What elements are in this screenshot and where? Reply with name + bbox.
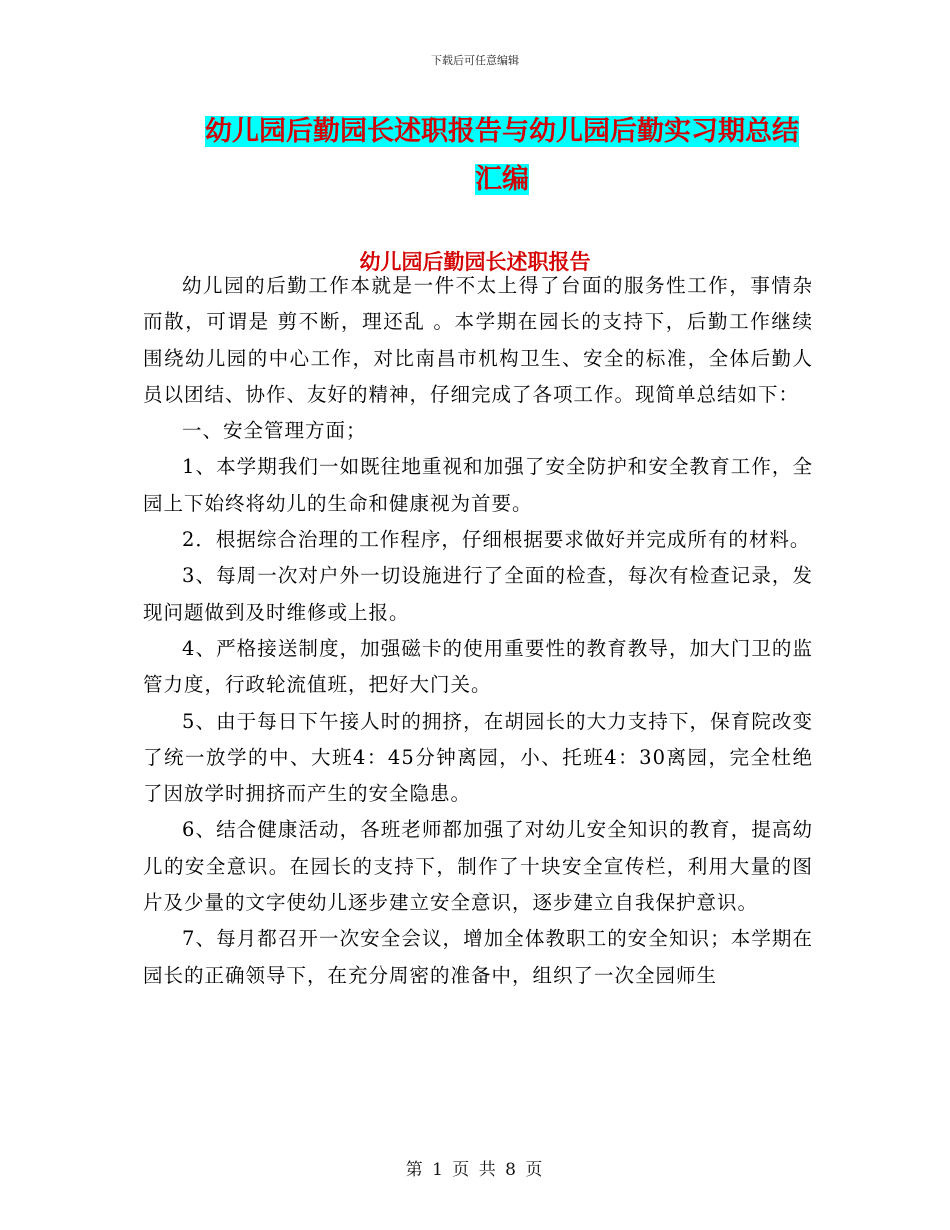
section-title: 幼儿园后勤园长述职报告: [359, 250, 591, 274]
page-number-footer: 第 1 页 共 8 页: [405, 1160, 545, 1180]
paragraph: 4、严格接送制度，加强磁卡的使用重要性的教育教导，加大门卫的监管力度，行政轮流值班，把好大门关。: [143, 636, 813, 697]
page-header-note: 下载后可任意编辑: [431, 54, 519, 67]
document-title: [192, 108, 812, 204]
document-title-text: 幼儿园后勤园长述职报告与幼儿园后勤实习期总结汇编: [205, 116, 799, 195]
paragraph: 幼儿园的后勤工作本就是一件不太上得了台面的服务性工作，事情杂而散，可谓是 剪不断，理还乱 。本学期在园长的支持下，后勤工作继续围绕幼儿园的中心工作，对比南昌市机构卫生、安全的标准，全体后勤人员以团结、协作、友好的精神，仔细完成了各项工作。现简单总结如下：: [143, 274, 813, 406]
document-body: [143, 268, 813, 994]
paragraph: 一、安全管理方面；: [182, 419, 367, 443]
paragraph: 3、每周一次对户外一切设施进行了全面的检查，每次有检查记录，发现问题做到及时维修或上报。: [143, 564, 813, 624]
paragraph: 2．根据综合治理的工作程序，仔细根据要求做好并完成所有的材料。: [182, 528, 811, 552]
paragraph: 5、由于每日下午接人时的拥挤，在胡园长的大力支持下，保育院改变了统一放学的中、大班4：45分钟离园，小、托班4：30离园，完全杜绝了因放学时拥挤而产生的安全隐患。: [143, 709, 813, 806]
paragraph: 7、每月都召开一次安全会议，增加全体教职工的安全知识；本学期在园长的正确领导下，在充分周密的准备中，组织了一次全园师生: [143, 927, 813, 987]
paragraph: 1、本学期我们一如既往地重视和加强了安全防护和安全教育工作，全园上下始终将幼儿的生命和健康视为首要。: [143, 455, 813, 515]
paragraph: 6、结合健康活动，各班老师都加强了对幼儿安全知识的教育，提高幼儿的安全意识。在园长的支持下，制作了十块安全宣传栏，利用大量的图片及少量的文字使幼儿逐步建立安全意识，逐步建立自我保护意识。: [143, 818, 813, 915]
